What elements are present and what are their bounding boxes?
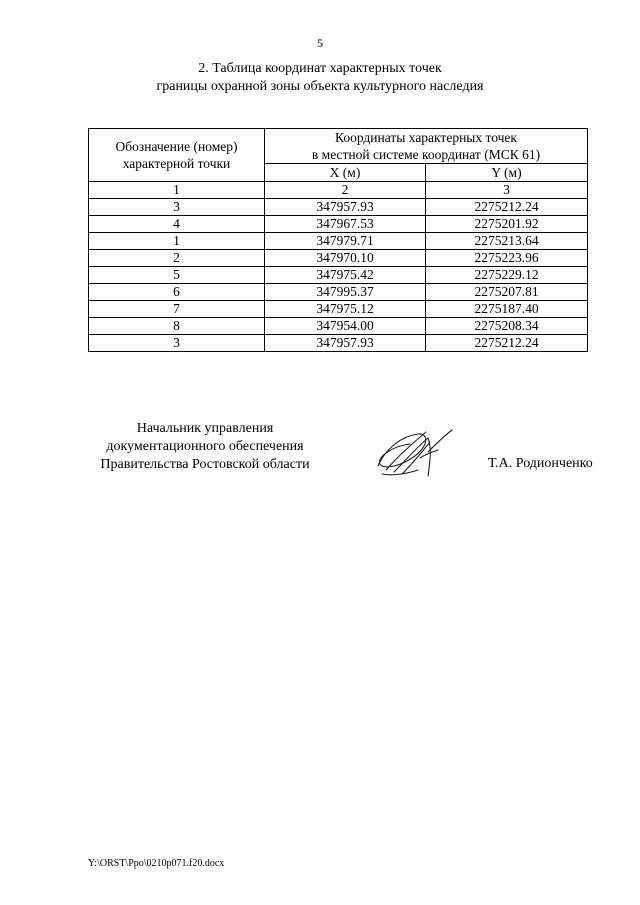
point-cell: 7 <box>89 301 265 318</box>
y-cell: 2275187.40 <box>426 301 588 318</box>
x-cell: 347975.12 <box>265 301 426 318</box>
point-cell: 8 <box>89 318 265 335</box>
header-x: X (м) <box>265 164 426 182</box>
x-cell: 347954.00 <box>265 318 426 335</box>
point-cell: 1 <box>89 233 265 250</box>
table-row <box>89 301 588 318</box>
y-cell: 2275229.12 <box>426 267 588 284</box>
table-row <box>89 216 588 233</box>
point-cell: 3 <box>89 335 265 352</box>
coordinates-table <box>88 128 588 352</box>
point-cell: 4 <box>89 216 265 233</box>
table-row <box>89 335 588 352</box>
header-point-designation: Обозначение (номер) характерной точки <box>89 129 265 182</box>
x-cell: 347957.93 <box>265 335 426 352</box>
file-path: Y:\ORST\Ppo\0210p071.f20.docx <box>88 858 225 869</box>
point-cell: 6 <box>89 284 265 301</box>
point-cell: 3 <box>89 199 265 216</box>
signatory-position: Начальник управления документационного обеспечения Правительства Ростовской области <box>100 421 310 472</box>
page-number: 5 <box>317 36 323 50</box>
header-coordinates-group: Координаты характерных точек в местной системе координат (МСК 61) <box>265 129 588 164</box>
numbering-cell: 3 <box>426 182 588 199</box>
y-cell: 2275208.34 <box>426 318 588 335</box>
y-cell: 2275207.81 <box>426 284 588 301</box>
x-cell: 347975.42 <box>265 267 426 284</box>
x-cell: 347995.37 <box>265 284 426 301</box>
numbering-cell: 1 <box>89 182 265 199</box>
signatory-name: Т.А. Родионченко <box>488 456 593 471</box>
table-row <box>89 318 588 335</box>
numbering-cell: 2 <box>265 182 426 199</box>
y-cell: 2275213.64 <box>426 233 588 250</box>
x-cell: 347967.53 <box>265 216 426 233</box>
x-cell: 347957.93 <box>265 199 426 216</box>
table-row <box>89 233 588 250</box>
table-row <box>89 250 588 267</box>
header-y: Y (м) <box>426 164 588 182</box>
y-cell: 2275212.24 <box>426 199 588 216</box>
x-cell: 347970.10 <box>265 250 426 267</box>
x-cell: 347979.71 <box>265 233 426 250</box>
point-cell: 5 <box>89 267 265 284</box>
y-cell: 2275201.92 <box>426 216 588 233</box>
table-row <box>89 199 588 216</box>
column-numbering-row <box>89 182 588 199</box>
y-cell: 2275212.24 <box>426 335 588 352</box>
handwritten-signature <box>372 418 462 493</box>
table-title <box>0 60 640 96</box>
table-row <box>89 284 588 301</box>
table-row <box>89 267 588 284</box>
title-line-2: границы охранной зоны объекта культурного наследия <box>156 79 484 94</box>
title-line-1: 2. Таблица координат характерных точек <box>198 61 442 76</box>
point-cell: 2 <box>89 250 265 267</box>
y-cell: 2275223.96 <box>426 250 588 267</box>
